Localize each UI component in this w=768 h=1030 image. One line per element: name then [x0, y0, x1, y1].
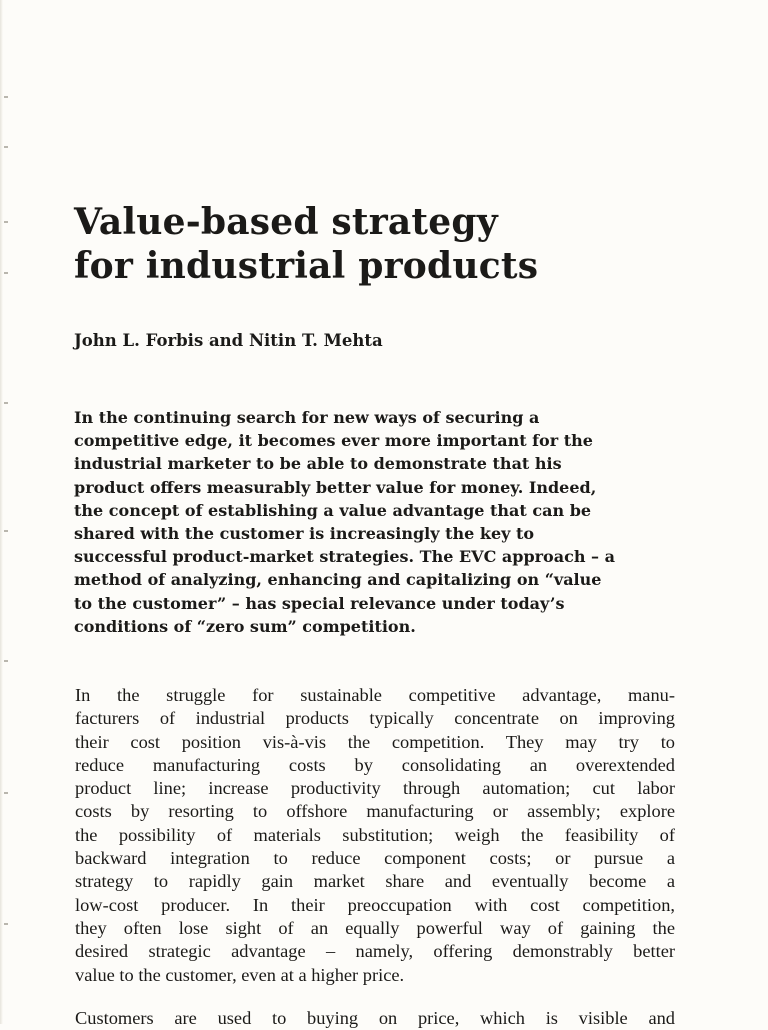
- article-title: [74, 200, 714, 288]
- abstract-line: to the customer” – has special relevance under today’s: [74, 593, 565, 613]
- abstract-line: In the continuing search for new ways of securing a: [74, 408, 540, 427]
- abstract-line: method of analyzing, enhancing and capitalizing on “value: [74, 570, 602, 590]
- abstract-line: competitive edge, it becomes ever more important for the: [74, 431, 593, 451]
- margin-mark: [4, 660, 8, 662]
- abstract-line: industrial marketer to be able to demonstrate that his: [74, 454, 562, 474]
- article-body: [75, 684, 675, 1030]
- abstract-line: conditions of “zero sum” competition.: [74, 616, 416, 636]
- margin-mark: [4, 272, 8, 274]
- body-line: they often lose sight of an equally powerful way of gaining the: [75, 917, 675, 938]
- abstract-line: shared with the customer is increasingly the key to: [74, 524, 535, 544]
- body-paragraph: [75, 684, 675, 987]
- body-line: backward integration to reduce component costs; or pursue a: [75, 848, 675, 869]
- margin-mark: [4, 221, 8, 223]
- abstract-line: successful product-market strategies. The EVC approach – a: [74, 547, 615, 567]
- margin-mark: [4, 146, 8, 148]
- body-line: low-cost producer. In their preoccupation with cost competition,: [75, 894, 675, 915]
- article-abstract: [74, 406, 674, 638]
- body-line: desired strategic advantage – namely, offering demonstrably better: [75, 941, 675, 962]
- body-line: reduce manufacturing costs by consolidating an overextended: [75, 754, 675, 775]
- body-line: product line; increase productivity through automation; cut labor: [75, 778, 675, 799]
- body-line: strategy to rapidly gain market share and eventually become a: [75, 871, 675, 892]
- body-line: their cost position vis-à-vis the competition. They may try to: [75, 731, 675, 752]
- margin-mark: [4, 530, 8, 532]
- abstract-line: the concept of establishing a value advantage that can be: [74, 500, 592, 520]
- body-line: Customers are used to buying on price, which is visible and: [75, 1007, 675, 1028]
- body-line: costs by resorting to offshore manufacturing or assembly; explore: [75, 801, 675, 822]
- margin-mark: [4, 923, 8, 925]
- body-line: the possibility of materials substitution; weigh the feasibility of: [75, 824, 675, 845]
- article-title-line: Value-based strategy: [74, 201, 498, 243]
- body-paragraph: [75, 1007, 675, 1030]
- margin-mark: [4, 96, 8, 98]
- article-authors: John L. Forbis and Nitin T. Mehta: [74, 331, 383, 350]
- body-line: facturers of industrial products typically concentrate on improving: [75, 708, 675, 729]
- body-line: value to the customer, even at a higher price.: [75, 964, 405, 985]
- body-line: In the struggle for sustainable competitive advantage, manu-: [75, 685, 675, 705]
- abstract-line: product offers measurably better value for money. Indeed,: [74, 477, 597, 497]
- margin-mark: [4, 792, 8, 794]
- article-title-line: for industrial products: [74, 245, 539, 287]
- page-edge-shadow: [0, 0, 3, 1024]
- margin-mark: [4, 402, 8, 404]
